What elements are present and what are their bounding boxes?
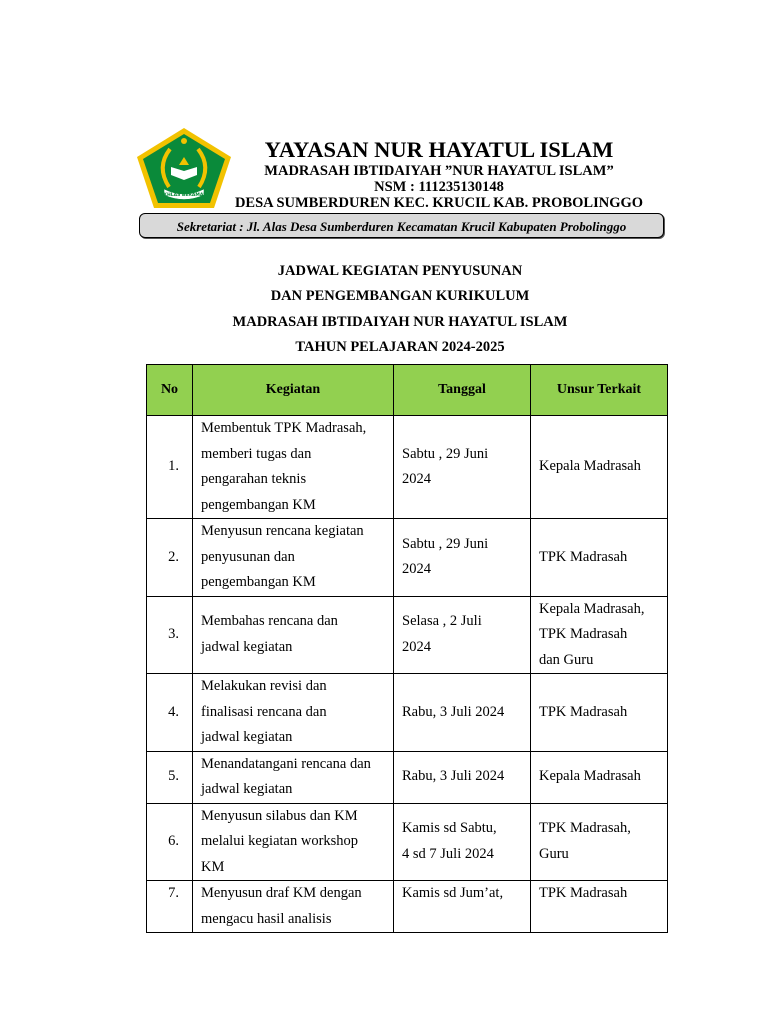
row-tanggal	[394, 519, 531, 597]
row-no: 7.	[147, 881, 193, 933]
cell-line: jadwal kegiatan	[201, 729, 293, 745]
cell-line: TPK Madrasah	[539, 885, 628, 901]
title-line-1: JADWAL KEGIATAN PENYUSUNAN	[277, 263, 523, 279]
row-kegiatan	[193, 674, 394, 752]
cell-line: TPK Madrasah	[539, 626, 628, 642]
table-row	[147, 751, 668, 803]
school-village: DESA SUMBERDUREN KEC. KRUCIL KAB. PROBOLINGGO	[234, 195, 644, 211]
row-unsur	[531, 596, 668, 674]
cell-line: jadwal kegiatan	[201, 781, 293, 797]
column-header-unsur: Unsur Terkait	[531, 365, 668, 416]
school-name: MADRASAH IBTIDAIYAH ”NUR HAYATUL ISLAM”	[264, 163, 614, 179]
title-line-2: DAN PENGEMBANGAN KURIKULUM	[270, 288, 530, 304]
schedule-table	[146, 364, 668, 933]
cell-line: Kepala Madrasah,	[539, 600, 645, 617]
row-no: 1.	[147, 416, 193, 519]
cell-line: Menyusun rencana kegiatan	[201, 523, 364, 539]
cell-line: pengembangan KM	[201, 496, 316, 513]
row-no: 5.	[147, 751, 193, 803]
table-row	[147, 803, 668, 881]
row-tanggal	[394, 596, 531, 674]
cell-line: Selasa , 2 Juli	[402, 613, 482, 630]
cell-line: TPK Madrasah	[539, 703, 628, 720]
cell-line: finalisasi rencana dan	[201, 703, 327, 720]
row-tanggal	[394, 416, 531, 519]
cell-line: Melakukan revisi dan	[201, 678, 327, 694]
cell-line: Guru	[539, 845, 569, 862]
cell-line: Membentuk TPK Madrasah,	[201, 420, 367, 436]
row-unsur	[531, 751, 668, 803]
cell-line: Menandatangani rencana dan	[201, 755, 371, 772]
table-row	[147, 674, 668, 752]
cell-line: memberi tugas dan	[201, 445, 312, 462]
table-row	[147, 519, 668, 597]
cell-line: KM	[201, 858, 225, 875]
cell-line: Kamis sd Sabtu,	[402, 820, 497, 837]
cell-line: 2024	[402, 471, 431, 487]
cell-line: melalui kegiatan workshop	[201, 833, 359, 849]
row-kegiatan	[193, 751, 394, 803]
cell-line: Sabtu , 29 Juni	[402, 535, 489, 552]
cell-line: pengembangan KM	[201, 574, 316, 590]
cell-line: Kepala Madrasah	[539, 768, 641, 785]
logo-motto: IKHLAS BERAMAL	[161, 193, 207, 198]
cell-line: TPK Madrasah,	[539, 820, 631, 837]
row-kegiatan	[193, 803, 394, 881]
cell-line: Kepala Madrasah	[539, 458, 641, 475]
table-row	[147, 416, 668, 519]
cell-line: Membahas rencana dan	[201, 613, 338, 630]
row-tanggal	[394, 674, 531, 752]
cell-line: penyusunan dan	[201, 548, 295, 565]
row-unsur	[531, 416, 668, 519]
row-kegiatan	[193, 416, 394, 519]
row-kegiatan	[193, 596, 394, 674]
row-kegiatan	[193, 519, 394, 597]
row-no: 3.	[147, 596, 193, 674]
cell-line: TPK Madrasah	[539, 548, 628, 565]
cell-line: jadwal kegiatan	[201, 638, 293, 655]
row-unsur	[531, 519, 668, 597]
row-no: 2.	[147, 519, 193, 597]
row-no: 6.	[147, 803, 193, 881]
foundation-name: YAYASAN NUR HAYATUL ISLAM	[264, 137, 614, 162]
column-header-tanggal: Tanggal	[394, 365, 531, 416]
table-row	[147, 596, 668, 674]
cell-line: Menyusun silabus dan KM	[201, 807, 358, 824]
cell-line: Rabu, 3 Juli 2024	[402, 703, 505, 720]
cell-line: 4 sd 7 Juli 2024	[402, 845, 494, 862]
cell-line: pengarahan teknis	[201, 471, 307, 487]
cell-line: Rabu, 3 Juli 2024	[402, 768, 505, 785]
row-unsur	[531, 803, 668, 881]
secretariat-address: Sekretariat : Jl. Alas Desa Sumberduren Kecamatan Krucil Kabupaten Probolinggo	[139, 213, 664, 238]
cell-line: Menyusun draf KM dengan	[201, 885, 362, 901]
school-nsm: NSM : 111235130148	[374, 179, 504, 195]
column-header-kegiatan: Kegiatan	[193, 365, 394, 416]
title-line-3: MADRASAH IBTIDAIYAH NUR HAYATUL ISLAM	[232, 314, 568, 330]
row-kegiatan	[193, 881, 394, 933]
title-line-4: TAHUN PELAJARAN 2024-2025	[295, 339, 505, 355]
row-unsur	[531, 881, 668, 933]
table-header-row	[147, 365, 668, 416]
cell-line: 2024	[402, 561, 431, 578]
cell-line: Kamis sd Jum’at,	[402, 885, 504, 901]
table-row	[147, 881, 668, 933]
row-tanggal	[394, 881, 531, 933]
row-unsur	[531, 674, 668, 752]
cell-line: Sabtu , 29 Juni	[402, 445, 489, 462]
row-no: 4.	[147, 674, 193, 752]
row-tanggal	[394, 751, 531, 803]
cell-line: mengacu hasil analisis	[201, 910, 332, 927]
cell-line: 2024	[402, 638, 431, 655]
cell-line: dan Guru	[539, 651, 594, 668]
row-tanggal	[394, 803, 531, 881]
column-header-no: No	[147, 365, 193, 416]
